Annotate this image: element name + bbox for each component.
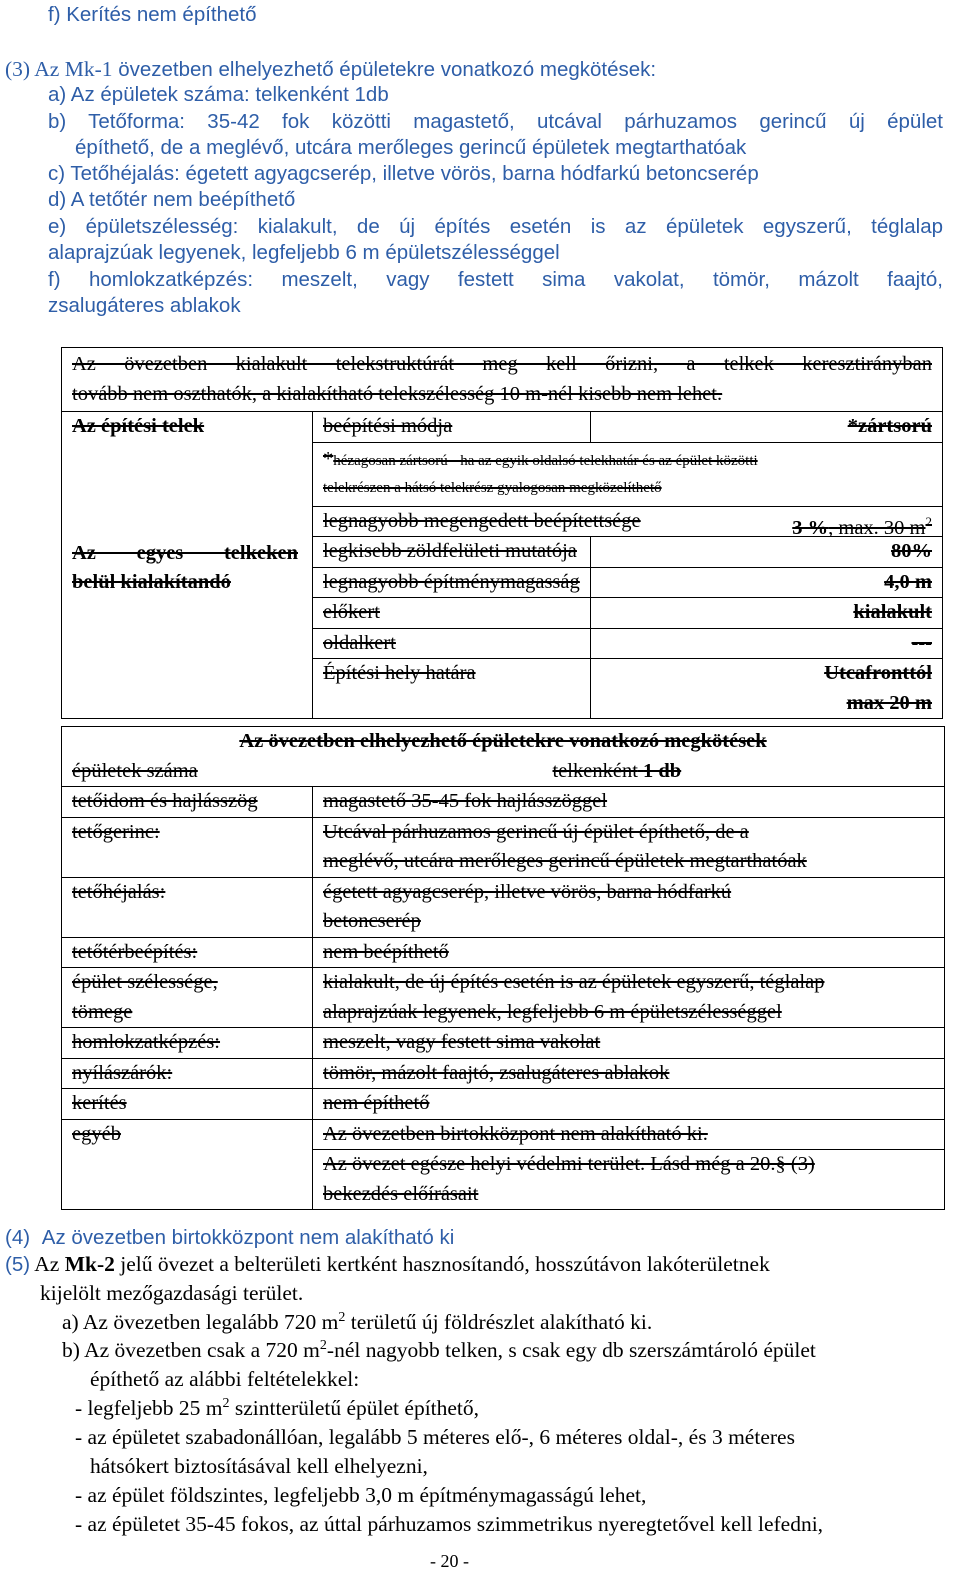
- constraint-value: tömör, mázolt faajtó, zsalugáteres ablakok: [323, 1061, 670, 1084]
- constraint-key: nyílászárók:: [72, 1061, 173, 1084]
- constraint-value-line2: meglévő, utcára merőleges gerincű épületek megtarthatóak: [323, 850, 807, 872]
- constraint-value: [553, 757, 935, 787]
- height-value: 4,0 m: [884, 570, 932, 593]
- constraint-row: [62, 787, 945, 818]
- closed-row-note-cell: [313, 442, 943, 506]
- building-plot-label: Az építési telek: [72, 415, 205, 437]
- paragraph-3-number: (3) Az Mk-1: [5, 57, 113, 81]
- paragraph-4-text: Az övezetben birtokközpont nem alakítható ki: [41, 1226, 455, 1249]
- constraint-value: Az övezetben birtokközpont nem alakítható ki.: [323, 1122, 708, 1145]
- constraint-key-line2: tömege: [72, 1000, 133, 1023]
- building-line-value-cell: [590, 659, 942, 719]
- constraint-key: egyéb: [72, 1122, 121, 1145]
- constraint-row: [62, 757, 945, 787]
- constraint-value-line2: bekezdés előírásait: [323, 1182, 479, 1205]
- plot-structure-intro: [62, 348, 943, 412]
- build-mode-value-cell: [590, 412, 942, 443]
- side-yard-value: ---: [911, 631, 932, 654]
- front-yard-value: kialakult: [853, 601, 932, 623]
- constraint-key: tetőidom és hajlásszög: [72, 790, 258, 812]
- paragraph-4: [5, 1226, 454, 1250]
- max-coverage-sup: 2: [925, 513, 932, 529]
- rule-d: d) A tetőtér nem beépíthető: [48, 188, 296, 211]
- constraint-row: [62, 937, 945, 968]
- building-constraints-table: [61, 726, 945, 1210]
- constraint-row: [62, 1058, 945, 1089]
- front-yard-value-cell: [590, 598, 942, 629]
- constraint-key: épület szélessége,: [72, 971, 218, 993]
- rule-5a-sup: 2: [338, 1310, 346, 1325]
- constraint-value-cell: [313, 817, 945, 877]
- building-line-value1: Utcafronttól: [824, 662, 932, 684]
- build-mode-value: *zártsorú: [847, 415, 932, 437]
- constraint-value-cell: [313, 877, 945, 937]
- constraint-row: [62, 1150, 945, 1210]
- constraints-body: [62, 757, 945, 1210]
- constraint-value: nem beépíthető: [323, 940, 449, 963]
- condition-2-line2: hátsókert biztosításával kell elhelyezni,: [90, 1454, 428, 1478]
- rule-5b-post: -nél nagyobb telken, s csak egy db szerszámtároló épület: [326, 1338, 816, 1363]
- rule-5b-line2: építhető az alábbi feltételekkel:: [90, 1367, 360, 1391]
- building-plot-table: [61, 347, 943, 719]
- constraint-value: magastető 35-45 fok hajlásszöggel: [323, 790, 608, 812]
- paragraph-5-text-a: Az: [34, 1252, 65, 1276]
- building-line-label: Építési hely határa: [323, 662, 476, 684]
- constraint-value-cell: [313, 1150, 945, 1210]
- closed-row-note-line2: telekrészen a hátsó telekrész gyalogosan megközelíthető: [323, 480, 662, 496]
- rule-a: a) Az épületek száma: telkenként 1db: [48, 83, 389, 106]
- condition-3: - az épület földszintes, legfeljebb 3,0 m építménymagasságú lehet,: [75, 1483, 647, 1507]
- rule-5b-sup: 2: [319, 1338, 327, 1353]
- height-label-cell: [313, 567, 591, 598]
- constraint-value-bold: 1 db: [643, 759, 682, 782]
- rule-b-line1: b) Tetőforma: 35-42 fok közötti magastető, utcával párhuzamos gerincű új épület: [48, 110, 943, 133]
- max-coverage-value: [792, 507, 932, 543]
- max-coverage-area: , max. 30 m: [828, 516, 926, 539]
- constraint-value-line2: betoncserép: [323, 910, 421, 932]
- constraint-key-cell: [62, 1089, 313, 1120]
- constraint-value: nem építhető: [323, 1092, 430, 1114]
- constraint-key-cell: [62, 787, 313, 818]
- building-line-label-cell: [313, 659, 591, 719]
- green-ratio-label-cell: [313, 537, 591, 568]
- note-star: *: [323, 447, 334, 470]
- constraints-title-cell: [62, 727, 945, 757]
- constraint-value-cell: [313, 1028, 945, 1059]
- green-ratio-value: 80%: [891, 540, 932, 562]
- constraint-key-cell: [62, 817, 313, 877]
- front-yard-label: előkert: [323, 601, 380, 623]
- paragraph-5-text-b: jelű övezet a belterületi kertként hasznosítandó, hosszútávon lakóterületnek: [114, 1252, 770, 1276]
- constraint-value: égetett agyagcserép, illetve vörös, barna hódfarkú: [323, 880, 732, 903]
- constraint-value-cell: [313, 757, 945, 787]
- max-coverage-label: legnagyobb megengedett beépítettsége: [323, 509, 641, 532]
- closed-row-note-line1: [323, 447, 932, 477]
- constraints-title: Az övezetben elhelyezhető épületekre vonatkozó megkötések: [239, 730, 767, 752]
- constraint-key-cell: [62, 937, 313, 968]
- constraint-key: homlokzatképzés:: [72, 1031, 221, 1053]
- constraint-key: [72, 1150, 302, 1180]
- constraint-key: tetőtérbeépítés:: [72, 940, 198, 963]
- constraint-key-cell: [62, 757, 313, 787]
- rule-5a: [62, 1310, 652, 1335]
- paragraph-5-line2: kijelölt mezőgazdasági terület.: [40, 1281, 304, 1305]
- rule-f-line1: f) homlokzatképzés: meszelt, vagy festett sima vakolat, tömör, mázolt faajtó,: [48, 268, 943, 291]
- height-label: legnagyobb építménymagasság: [323, 570, 580, 593]
- side-yard-value-cell: [590, 628, 942, 659]
- max-coverage-percent: 3 %: [792, 516, 829, 539]
- within-plot-label-cell: [62, 541, 313, 719]
- constraint-row: [62, 1089, 945, 1120]
- constraint-value-cell: [313, 1058, 945, 1089]
- constraint-value: meszelt, vagy festett sima vakolat: [323, 1031, 601, 1053]
- intro-line2: tovább nem oszthatók, a kialakítható telekszélesség 10 m-nél kisebb nem lehet.: [72, 382, 723, 405]
- paragraph-5-zone: Mk-2: [64, 1252, 115, 1276]
- constraint-key-cell: [62, 1150, 313, 1210]
- paragraph-3-heading: [5, 57, 656, 82]
- rule-5b-pre: b) Az övezetben csak a 720 m: [62, 1338, 320, 1363]
- rule-5b: [62, 1338, 816, 1363]
- constraint-value-cell: [313, 1119, 945, 1150]
- paragraph-3-text: övezetben elhelyezhető épületekre vonatkozó megkötések:: [118, 58, 657, 81]
- note-line1-text: hézagosan zártsorú - ha az egyik oldalsó telekhatár és az épület közötti: [333, 452, 758, 469]
- constraint-row: [62, 817, 945, 877]
- constraint-key-cell: [62, 1058, 313, 1089]
- constraint-value-cell: [313, 1089, 945, 1120]
- within-plot-label-line2: belül kialakítandó: [72, 571, 231, 593]
- within-plot-label-line1: Az egyes telkeken: [72, 541, 298, 564]
- rule-5a-post: területű új földrészlet alakítható ki.: [345, 1310, 653, 1335]
- paragraph-5: [5, 1252, 950, 1277]
- constraint-key: tetőgerinc:: [72, 820, 160, 843]
- constraint-value-text: telkenként: [552, 759, 638, 782]
- rule-f-line2: zsalugáteres ablakok: [48, 294, 241, 317]
- rule-5a-pre: a) Az övezetben legalább 720 m: [62, 1310, 339, 1335]
- constraint-value-cell: [313, 787, 945, 818]
- front-yard-label-cell: [313, 598, 591, 629]
- constraint-key: kerítés: [72, 1092, 127, 1114]
- constraint-value: Az övezet egésze helyi védelmi terület. Lásd még a 20.§ (3): [323, 1153, 815, 1175]
- constraint-row: [62, 877, 945, 937]
- green-ratio-label: legkisebb zöldfelületi mutatója: [323, 540, 577, 562]
- constraint-row: [62, 1028, 945, 1059]
- max-coverage-cell: [313, 506, 943, 537]
- condition-1-sup: 2: [222, 1396, 230, 1411]
- constraint-value: kialakult, de új építés esetén is az épületek egyszerű, téglalap: [323, 971, 825, 993]
- rule-e-line1: e) épületszélesség: kialakult, de új építés esetén is az épületek egyszerű, téglalap: [48, 215, 943, 238]
- constraint-value-cell: [313, 968, 945, 1028]
- constraint-key-cell: [62, 877, 313, 937]
- constraint-key-cell: [62, 1028, 313, 1059]
- build-mode-label: beépítési módja: [323, 415, 453, 437]
- rule-b-line2: építhető, de a meglévő, utcára merőleges gerincű épületek megtarthatóak: [75, 136, 747, 159]
- rule-c: c) Tetőhéjalás: égetett agyagcserép, illetve vörös, barna hódfarkú betoncserép: [48, 162, 759, 185]
- condition-1-pre: - legfeljebb 25 m: [75, 1396, 223, 1421]
- constraint-value-cell: [313, 937, 945, 968]
- constraint-row: [62, 968, 945, 1028]
- paragraph-4-number: (4): [5, 1226, 31, 1249]
- constraint-key-cell: [62, 1119, 313, 1150]
- page-number: - 20 -: [430, 1551, 469, 1571]
- constraint-value-line2: alaprajzúak legyenek, legfeljebb 6 m épületszélességgel: [323, 1000, 782, 1023]
- constraint-key-cell: [62, 968, 313, 1028]
- constraint-row: [62, 1119, 945, 1150]
- side-yard-label-cell: [313, 628, 591, 659]
- intro-line1: Az övezetben kialakult telekstruktúrát meg kell őrizni, a telkek keresztirányban: [72, 353, 932, 375]
- condition-4: - az épületet 35-45 fokos, az úttal párhuzamos szimmetrikus nyeregtetővel kell lefedni,: [75, 1512, 824, 1536]
- condition-1-post: szintterületű épület építhető,: [229, 1396, 480, 1421]
- height-value-cell: [590, 567, 942, 598]
- build-mode-label-cell: [313, 412, 591, 443]
- constraint-key: tetőhéjalás:: [72, 880, 166, 903]
- fence-rule-item: f) Kerítés nem építhető: [48, 3, 257, 26]
- constraint-value: Utcával párhuzamos gerincű új épület építhető, de a: [323, 820, 749, 843]
- constraint-key: épületek száma: [72, 759, 198, 782]
- side-yard-label: oldalkert: [323, 631, 396, 654]
- condition-2-line1: - az épületet szabadonállóan, legalább 5 méteres elő-, 6 méteres oldal-, és 3 méteres: [75, 1425, 795, 1449]
- paragraph-5-number: (5): [5, 1253, 31, 1276]
- rule-e-line2: alaprajzúak legyenek, legfeljebb 6 m épületszélességgel: [48, 241, 560, 264]
- building-line-value2: max 20 m: [846, 691, 932, 714]
- condition-1: [75, 1396, 479, 1421]
